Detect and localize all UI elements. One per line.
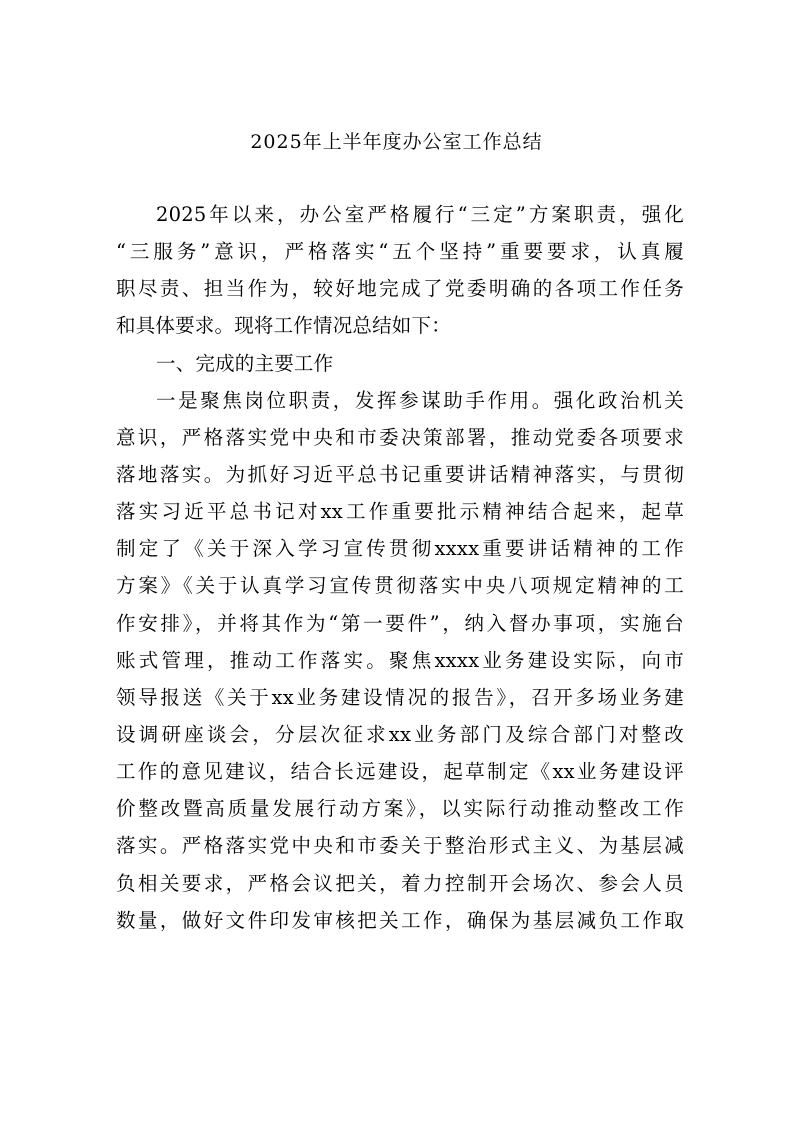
paragraph-line: 落实。严格落实党中央和市委关于整治形式主义、为基层减 — [116, 834, 684, 858]
paragraph-line: 作安排》，并将其作为“第一要件”，纳入督办事项，实施台 — [116, 611, 684, 635]
paragraph-line: 落地落实。为抓好习近平总书记重要讲话精神落实，与贯彻 — [116, 462, 684, 486]
paragraph-line: 一是聚焦岗位职责，发挥参谋助手作用。强化政治机关 — [156, 388, 684, 412]
paragraph-line: 负相关要求，严格会议把关，着力控制开会场次、参会人员 — [116, 871, 684, 895]
paragraph-line: 落实习近平总书记对xx工作重要批示精神结合起来，起草 — [116, 500, 684, 524]
paragraph-line: 工作的意见建议，结合长远建设，起草制定《xx业务建设评 — [116, 760, 684, 784]
paragraph-line: 账式管理，推动工作落实。聚焦xxxx业务建设实际，向市 — [116, 648, 684, 672]
section-heading: 一、完成的主要工作 — [156, 351, 334, 375]
paragraph-line: 方案》《关于认真学习宣传贯彻落实中央八项规定精神的工 — [116, 574, 684, 598]
paragraph-line: 职尽责、担当作为，较好地完成了党委明确的各项工作任务 — [116, 277, 684, 301]
paragraph-line: 意识，严格落实党中央和市委决策部署，推动党委各项要求 — [116, 425, 684, 449]
paragraph-line: 数量，做好文件印发审核把关工作，确保为基层减负工作取 — [116, 908, 684, 932]
document-body — [116, 196, 684, 939]
paragraph-line: 领导报送《关于xx业务建设情况的报告》，召开多场业务建 — [116, 685, 684, 709]
paragraph-line: 价整改暨高质量发展行动方案》，以实际行动推动整改工作 — [116, 797, 684, 821]
paragraph-line: 和具体要求。现将工作情况总结如下： — [116, 314, 451, 338]
paragraph-line: 制定了《关于深入学习宣传贯彻xxxx重要讲话精神的工作 — [116, 537, 684, 561]
paragraph-line: “三服务”意识，严格落实“五个坚持”重要要求，认真履 — [116, 240, 684, 264]
paragraph-line: 2025年以来，办公室严格履行“三定”方案职责，强化 — [156, 203, 684, 226]
paragraph-line: 设调研座谈会，分层次征求xx业务部门及综合部门对整改 — [116, 722, 684, 746]
document-title: 2025年上半年度办公室工作总结 — [250, 131, 543, 153]
